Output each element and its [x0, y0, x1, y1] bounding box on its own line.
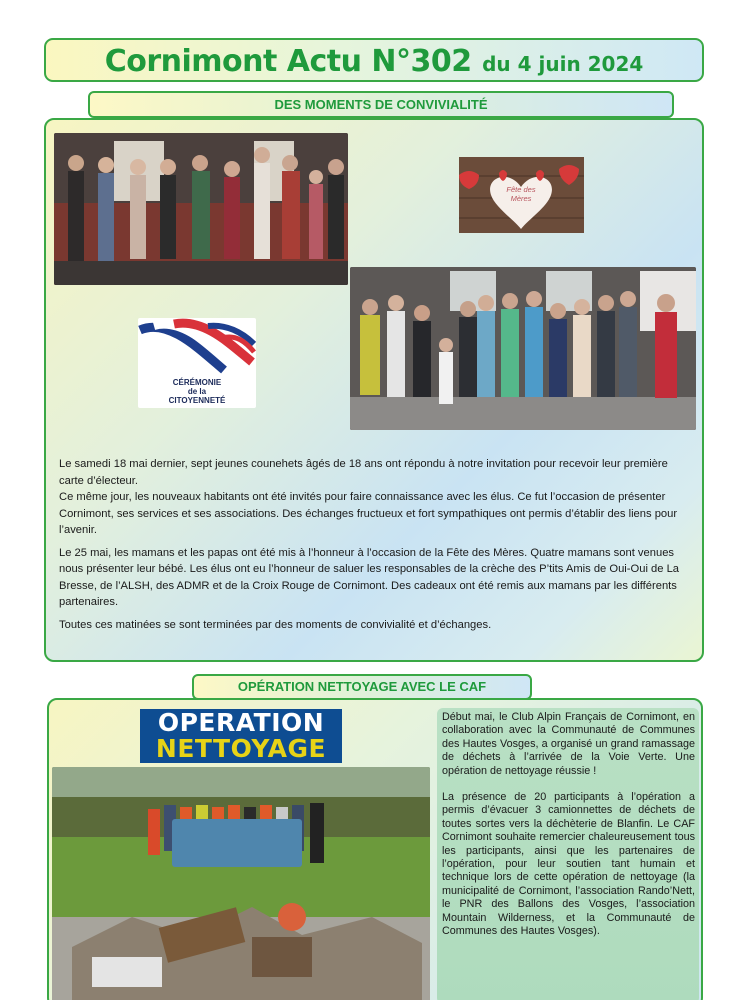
- citizenship-ceremony-logo-text: CÉRÉMONIE de la CITOYENNETÉ: [168, 378, 226, 405]
- citizenship-ceremony-logo: [138, 318, 256, 408]
- cleanup-group-photo: [52, 767, 430, 1000]
- article-paragraph: Le 25 mai, les mamans et les papas ont été mis à l’honneur à l’occasion de la Fête des Mères. Quatre mamans sont venues nous présenter leur bébé. Les élus ont eu l’honneur de saluer les responsables de la crèche des P’tits Amis de Oui-Oui de La Bresse, de l’ALSH, des ADMR et de la Croix Rouge de Cornimont. Des cadeaux ont été remis aux mamans par les différents partenaires.: [59, 546, 680, 608]
- newsletter-title: Cornimont Actu N°302: [104, 44, 472, 79]
- fete-des-meres-card: [459, 157, 584, 233]
- logo-line-nettoyage: NETTOYAGE: [155, 734, 327, 763]
- section-heading-cleanup: OPÉRATION NETTOYAGE AVEC LE CAF: [192, 674, 532, 700]
- article-paragraph: Ce même jour, les nouveaux habitants ont été invités pour faire connaissance avec les élus. Ce fut l’occasion de présenter Cornimont, ses services et ses associations. Des échanges fructueux et fort sympathiques ont permis d’établir des liens pour l’avenir.: [59, 491, 678, 536]
- mothers-day-group-photo: [350, 267, 696, 430]
- article-paragraph: La présence de 20 participants à l’opération a permis d’évacuer 3 camionnettes de déchets de toutes sortes vers la déchèterie de Blanfin. Le CAF Cornimont souhaite remercier chaleureusement tous les participants, ainsi que les partenaires de l’opération, pour leur soutien tant humain et technique lors de cette opération de nettoyage (la municipalité de Cornimont, l’association Rando’Nett, le PNR des Ballons des Vosges, l’association Mountain Wilderness, et la Communauté de Communes des Hautes Vosges).: [442, 791, 695, 938]
- newsletter-title-banner: [44, 38, 704, 82]
- cleanup-article-text: [442, 711, 695, 952]
- newsletter-date: du 4 juin 2024: [482, 52, 644, 76]
- fete-des-meres-card-text: Fête des Mères: [506, 185, 536, 203]
- conviviality-article-text: [59, 456, 687, 639]
- article-paragraph: Le samedi 18 mai dernier, sept jeunes counehets âgés de 18 ans ont répondu à notre invitation pour recevoir leur première carte d’électeur.: [59, 458, 668, 487]
- citizenship-ceremony-photo: [54, 133, 348, 285]
- article-paragraph: Toutes ces matinées se sont terminées par des moments de convivialité et d’échanges.: [59, 618, 492, 631]
- section-heading-conviviality: DES MOMENTS DE CONVIVIALITÉ: [88, 91, 674, 118]
- operation-nettoyage-logo: [140, 709, 342, 763]
- logo-line-operation: OPERATION: [157, 709, 325, 737]
- article-paragraph: Début mai, le Club Alpin Français de Cornimont, en collaboration avec la Communauté de Communes des Hautes Vosges, a organisé un grand ramassage de déchets à l’arrivée de la Voie Verte. Une opération de nettoyage réussie !: [442, 711, 695, 777]
